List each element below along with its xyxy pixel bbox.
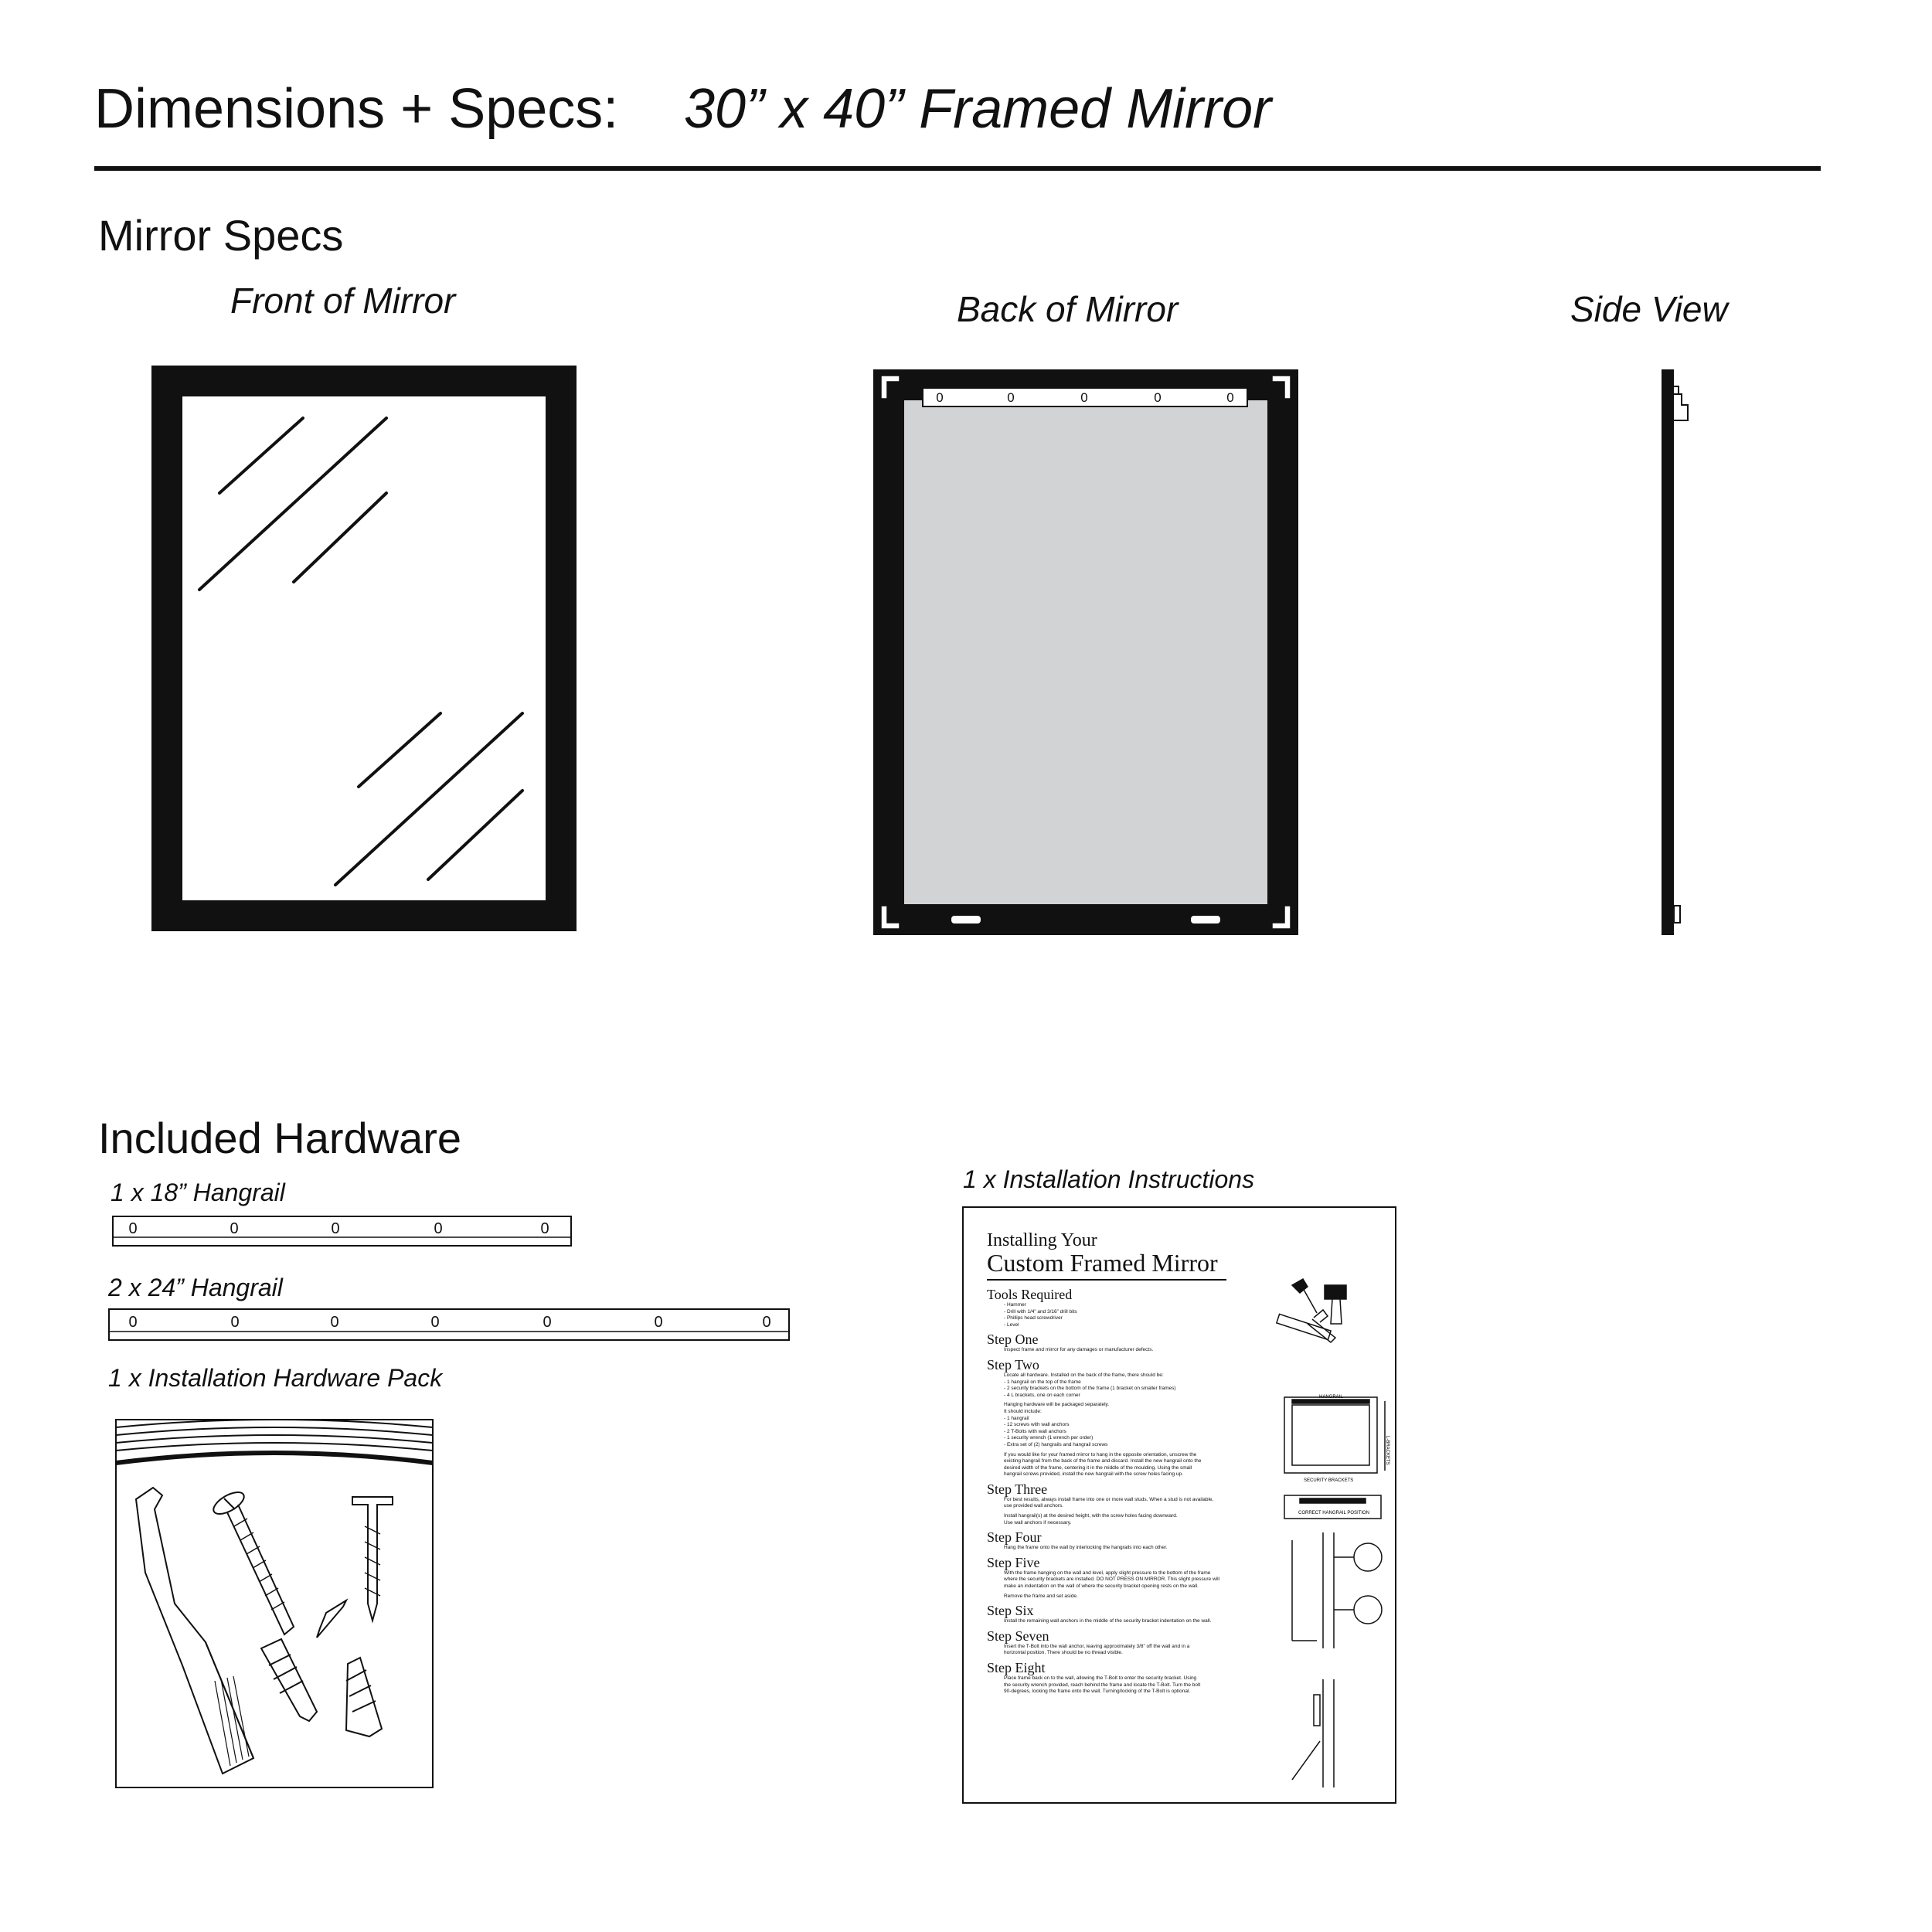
step8-text-line: the security wrench provided, reach behind the frame and locate the T-Bolt. Turn the bolt xyxy=(1004,1682,1201,1688)
instructions-document xyxy=(962,1206,1396,1804)
hardware-pack-drawing xyxy=(114,1418,435,1789)
step2-text-line: - 1 hangrail xyxy=(1004,1415,1029,1421)
step2-text-line: hangrail screws provided, install the new hangrail with the screw holes facing up. xyxy=(1004,1471,1183,1478)
step4-heading: Step Four xyxy=(987,1529,1042,1546)
step7-heading: Step Seven xyxy=(987,1628,1049,1644)
hangrail-24-label: 2 x 24” Hangrail xyxy=(108,1274,283,1301)
svg-text:0: 0 xyxy=(936,390,944,405)
svg-text:0: 0 xyxy=(331,1220,340,1237)
included-hardware-heading: Included Hardware xyxy=(98,1114,462,1162)
step2-text-line: - 4 L brackets, one on each corner xyxy=(1004,1392,1080,1398)
step3-text-line: use provided wall anchors. xyxy=(1004,1503,1063,1509)
svg-text:0: 0 xyxy=(128,1314,138,1331)
step2-text-line: Hanging hardware will be packaged separately. xyxy=(1004,1402,1110,1408)
step3-heading: Step Three xyxy=(987,1481,1048,1497)
svg-text:0: 0 xyxy=(540,1220,549,1237)
step8-text-line: Place frame back on to the wall, allowing the T-Bolt to enter the security bracket. Using xyxy=(1004,1675,1197,1681)
svg-text:0: 0 xyxy=(1226,390,1234,405)
svg-text:0: 0 xyxy=(430,1314,440,1331)
tools-text-line: - Hammer xyxy=(1004,1302,1026,1308)
step6-text-line: Install the remaining wall anchors in the middle of the security bracket indentation on the wall. xyxy=(1004,1618,1212,1624)
page-title: Dimensions + Specs: xyxy=(94,78,619,140)
svg-text:CORRECT HANGRAIL POSITION: CORRECT HANGRAIL POSITION xyxy=(1298,1511,1370,1515)
front-of-mirror-label: Front of Mirror xyxy=(230,281,456,321)
svg-text:0: 0 xyxy=(1007,390,1015,405)
doc-title-line2: Custom Framed Mirror xyxy=(987,1249,1218,1277)
doc-title-rule xyxy=(987,1279,1226,1281)
step1-heading: Step One xyxy=(987,1332,1039,1348)
doc-illustrations xyxy=(1277,1277,1393,1787)
hangrail-18-label: 1 x 18” Hangrail xyxy=(111,1179,285,1206)
svg-text:SECURITY BRACKETS: SECURITY BRACKETS xyxy=(1304,1478,1354,1483)
step3-text-line: Install hangrail(s) at the desired height, with the screw holes facing downward. xyxy=(1004,1513,1178,1519)
header-divider xyxy=(94,166,1821,171)
svg-text:L-BRACKETS: L-BRACKETS xyxy=(1385,1436,1389,1465)
tools-text-line: - Level xyxy=(1004,1321,1019,1328)
step7-text-line: Insert the T-Bolt into the wall anchor, leaving approximately 3/8” off the wall and in a xyxy=(1004,1643,1190,1649)
tools-heading: Tools Required xyxy=(987,1287,1073,1302)
step2-text-line: It should include: xyxy=(1004,1408,1042,1414)
svg-text:0: 0 xyxy=(230,1314,240,1331)
step2-text-line: - Extra set of (2) hangrails and hangrail screws xyxy=(1004,1441,1108,1447)
step1-text-line: Inspect frame and mirror for any damages or manufacturer defects. xyxy=(1004,1347,1154,1353)
hangrail-18-drawing xyxy=(112,1216,572,1247)
back-of-mirror-label: Back of Mirror xyxy=(957,289,1179,329)
step5-text-line: make an indentation on the wall of where the security bracket opening rests on the wall. xyxy=(1004,1583,1199,1590)
step2-text-line: existing hangrail from the back of the frame and discard. Install the new hangrail onto the xyxy=(1004,1458,1202,1464)
mirror-specs-heading: Mirror Specs xyxy=(98,211,344,260)
svg-text:0: 0 xyxy=(654,1314,663,1331)
step4-text-line: Hang the frame onto the wall by interlocking the hangrails into each other. xyxy=(1004,1545,1168,1551)
svg-text:0: 0 xyxy=(128,1220,138,1237)
svg-text:HANGRAIL: HANGRAIL xyxy=(1319,1395,1343,1400)
step3-text-line: For best results, always install frame into one or more wall studs. When a stud is not available, xyxy=(1004,1496,1214,1502)
step2-text-line: - 1 security wrench (1 wrench per order) xyxy=(1004,1435,1094,1441)
step3-text-line: Use wall anchors if necessary. xyxy=(1004,1519,1072,1526)
step2-text-line: Locate all hardware. Installed on the back of the frame, there should be: xyxy=(1004,1372,1164,1378)
front-mirror-drawing xyxy=(151,366,577,931)
side-view-drawing xyxy=(1662,369,1692,935)
instructions-label: 1 x Installation Instructions xyxy=(963,1165,1255,1193)
step5-text-line: where the security brackets are installed. DO NOT PRESS ON MIRROR. This slight pressure will xyxy=(1004,1577,1219,1583)
hardware-pack-label: 1 x Installation Hardware Pack xyxy=(108,1364,443,1392)
svg-text:0: 0 xyxy=(762,1314,771,1331)
step6-heading: Step Six xyxy=(987,1603,1034,1619)
svg-text:0: 0 xyxy=(230,1220,239,1237)
step2-text-line: If you would like for your framed mirror to hang in the opposite orientation, unscrew the xyxy=(1004,1451,1197,1458)
svg-text:0: 0 xyxy=(434,1220,443,1237)
step7-text-line: horizontal position. There should be no thread visible. xyxy=(1004,1650,1123,1656)
hangrail-24-drawing xyxy=(108,1308,790,1341)
step2-text-line: - 12 screws with wall anchors xyxy=(1004,1422,1070,1428)
svg-text:0: 0 xyxy=(330,1314,339,1331)
step2-text-line: - 2 security brackets on the bottom of the frame (1 bracket on smaller frames) xyxy=(1004,1386,1176,1392)
step5-text-line: With the frame hanging on the wall and level, apply slight pressure to the bottom of the frame xyxy=(1004,1570,1211,1576)
step2-text-line: - 1 hangrail on the top of the frame xyxy=(1004,1379,1081,1385)
product-title: 30” x 40” Framed Mirror xyxy=(684,78,1272,140)
step8-text-line: 90-degrees, locking the frame onto the wall. Turning/locking of the T-Bolt is optional. xyxy=(1004,1689,1191,1695)
doc-body xyxy=(987,1284,1265,1696)
step2-text-line: - 2 T-Bolts with wall anchors xyxy=(1004,1428,1066,1434)
back-mirror-drawing xyxy=(873,369,1298,935)
svg-text:0: 0 xyxy=(1080,390,1088,405)
tools-text-line: - Phillips head screwdriver xyxy=(1004,1315,1063,1321)
step8-heading: Step Eight xyxy=(987,1660,1046,1675)
step2-text-line: desired width of the frame, centering it in the middle of the moulding. Using the small xyxy=(1004,1464,1192,1471)
svg-text:0: 0 xyxy=(543,1314,552,1331)
doc-title-line1: Installing Your xyxy=(987,1230,1097,1250)
svg-text:0: 0 xyxy=(1154,390,1162,405)
side-view-label: Side View xyxy=(1570,289,1728,329)
step2-heading: Step Two xyxy=(987,1356,1039,1372)
step5-heading: Step Five xyxy=(987,1554,1040,1570)
tools-text-line: - Drill with 1/4” and 3/16” drill bits xyxy=(1004,1308,1077,1315)
step5-text-line: Remove the frame and set aside. xyxy=(1004,1593,1078,1599)
